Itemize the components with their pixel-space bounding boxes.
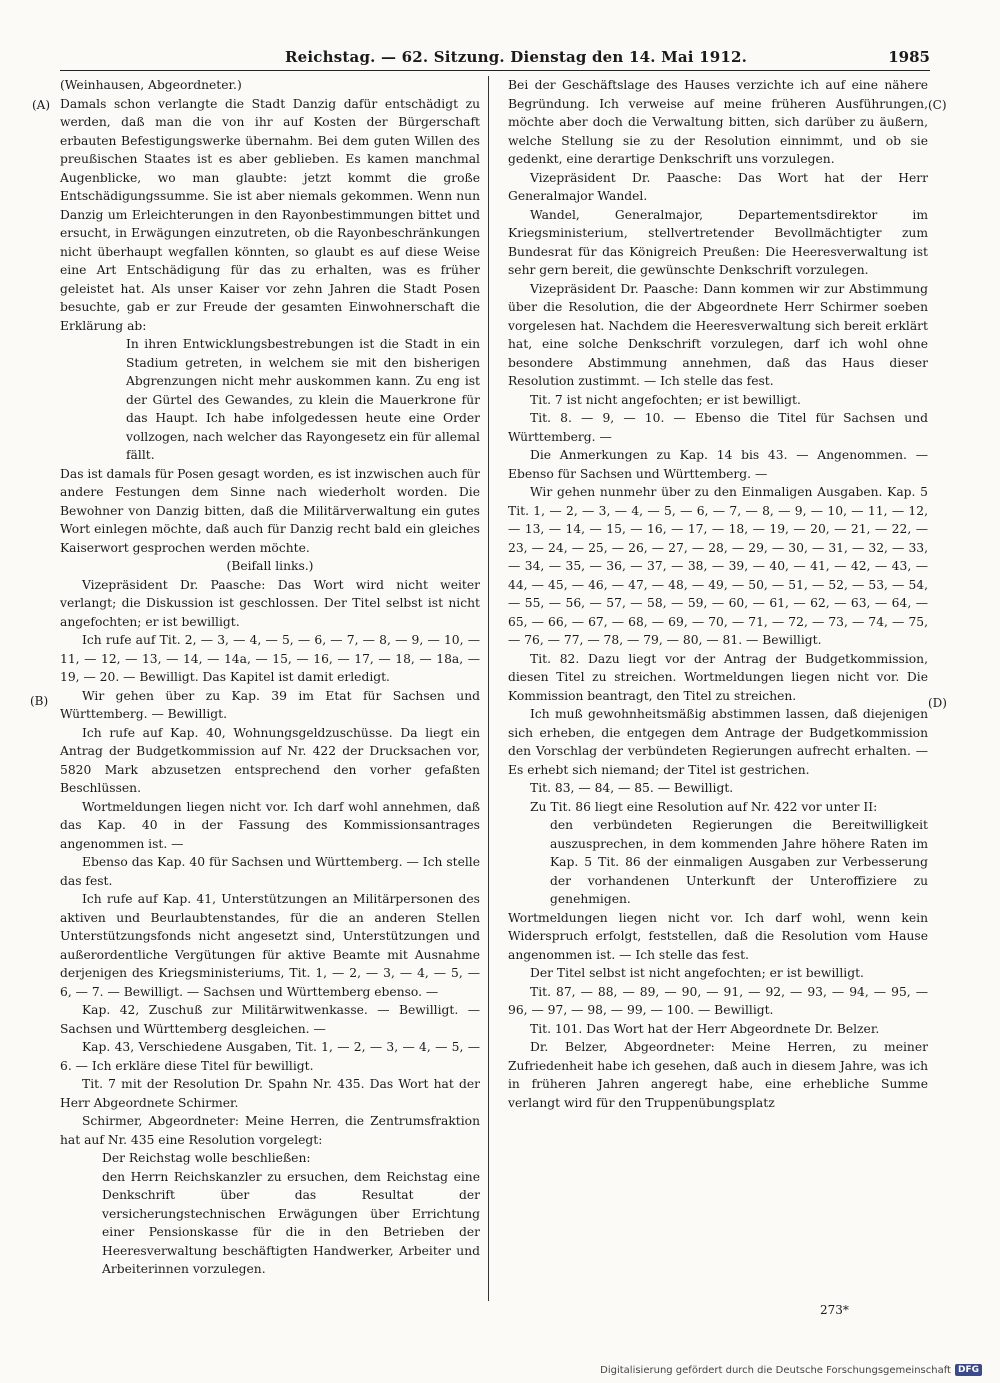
quotation: den Herrn Reichskanzler zu ersuchen, dem Reichstag eine Denkschrift über das Resultat der versicherungstechnischen Erwägungen über Errichtung einer Pensionskasse für die in den Betrieben der Heeresverwaltung beschäftigten Handwerker, Arbeiter und Arbeiterinnen vorzulegen.: [102, 1169, 480, 1276]
paragraph: Wortmeldungen liegen nicht vor. Ich darf wohl annehmen, daß das Kap. 40 in der Fassung des Kommissionsantrages angenommen ist. —: [60, 799, 480, 851]
quotation: In ihren Entwicklungsbestrebungen ist die Stadt in ein Stadium getreten, in welchem sie mit den bisherigen Abgrenzungen nicht mehr auskommen kann. Zu eng ist der Gürtel des Gewandes, zu klein die Mauerkrone für das Haupt. Ich habe infolgedessen heute eine Order vollzogen, nach welcher das Rayongesetz ein für allemal fällt.: [126, 337, 480, 462]
paragraph: Kap. 42, Zuschuß zur Militärwitwenkasse. — Bewilligt. — Sachsen und Württemberg desgleichen. —: [60, 1003, 480, 1036]
paragraph: Kap. 43, Verschiedene Ausgaben, Tit. 1, — 2, — 3, — 4, — 5, — 6. — Ich erkläre diese Titel für bewilligt.: [60, 1040, 480, 1073]
paragraph: Tit. 7 ist nicht angefochten; er ist bewilligt.: [530, 392, 801, 407]
paragraph: Ebenso das Kap. 40 für Sachsen und Württemberg. — Ich stelle das fest.: [60, 855, 480, 888]
margin-mark-b: (B): [30, 694, 49, 708]
quotation: Der Reichstag wolle beschließen:: [102, 1151, 311, 1165]
paragraph: Tit. 83, — 84, — 85. — Bewilligt.: [530, 781, 734, 795]
paragraph: Ich muß gewohnheitsmäßig abstimmen lassen, daß diejenigen sich erheben, die entgegen dem Antrage der Budgetkommission den Vorschlag der verbündeten Regierungen aufrecht erhalten. — Es erhebt sich niemand; der Titel ist gestrichen.: [508, 707, 928, 777]
paragraph: Das ist damals für Posen gesagt worden, es ist inzwischen auch für andere Festungen dem Sinne nach wiederholt worden. Die Bewohner von Danzig bitten, daß die Militärverwaltung ein gutes Wort einlegen möchte, daß auch für Danzig recht bald ein gleiches Kaiserwort gesprochen werden möchte.: [60, 466, 480, 555]
paragraph: Wir gehen nunmehr über zu den Einmaligen Ausgaben. Kap. 5 Tit. 1, — 2, — 3, — 4, — 5, — 6, — 7, — 8, — 9, — 10, — 11, — 12, — 13, — 14, — 15, — 16, — 17, — 18, — 19, — 20, — 21, — 22, — 23, — 24, — 25, — 26, — 27, — 28, — 29, — 30, — 31, — 32, — 33, — 34, — 35, — 36, — 37, — 38, — 39, — 40, — 41, — 42, — 43, — 44, — 45, — 46, — 47, — 48, — 49, — 50, — 51, — 52, — 53, — 54, — 55, — 56, — 57, — 58, — 59, — 60, — 61, — 62, — 63, — 64, — 65, — 66, — 67, — 68, — 69, — 70, — 71, — 72, — 73, — 74, — 75, — 76, — 77, — 78, — 79, — 80, — 81. — Bewilligt.: [508, 485, 928, 647]
paragraph: Die Anmerkungen zu Kap. 14 bis 43. — Angenommen. — Ebenso für Sachsen und Württemberg. —: [508, 448, 928, 481]
paragraph: Vizepräsident Dr. Paasche: Das Wort hat der Herr Generalmajor Wandel.: [508, 170, 928, 203]
document-page: [30, 0, 947, 1383]
paragraph: Ich rufe auf Tit. 2, — 3, — 4, — 5, — 6, — 7, — 8, — 9, — 10, — 11, — 12, — 13, — 14, — 14a, — 15, — 16, — 17, — 18, — 18a, — 19, — 20. — Bewilligt. Das Kapitel ist damit erledigt.: [60, 633, 480, 684]
paragraph: Damals schon verlangte die Stadt Danzig dafür entschädigt zu werden, daß man die von ihr auf Kosten der Bürgerschaft erbauten Befestigungswerke übernahm. Bei dem guten Willen des preußischen Staates ist es aber geblieben. Es kamen manchmal Augenblicke, wo man glaubte: jetzt kommt die große Entschädigungssumme. Sie ist aber niemals gekommen. Wenn nun Danzig um Erleichterungen in den Rayonbestimmungen bittet und ersucht, in Erwägungen einzutreten, ob die Rayonbeschränkungen nicht überhaupt wegfallen könnten, so glaubt es auf diese Weise eine Art Entschädigung für das zu erhalten, was es früher geleistet hat. Als unser Kaiser vor zehn Jahren die Stadt Posen besuchte, gab er zur Freude der gesamten Einwohnerschaft die Erklärung ab:: [60, 96, 480, 333]
paragraph: Bei der Geschäftslage des Hauses verzichte ich auf eine nähere Begründung. Ich verweise auf meine früheren Ausführungen, möchte aber doch die Verwaltung bitten, sich darüber zu äußern, welche Stellung sie zu der Resolution einnimmt, und ob sie gedenkt, eine derartige Denkschrift uns vorzulegen.: [508, 78, 928, 166]
paragraph: Dr. Belzer, Abgeordneter: Meine Herren, zu meiner Zufriedenheit habe ich gesehen, daß auch in diesem Jahre, was ich in früheren Jahren angeregt habe, eine erhebliche Summe verlangt wird für den Truppenübungsplatz: [508, 1040, 928, 1110]
left-column: [60, 76, 480, 1279]
column-divider: [488, 76, 489, 1301]
paragraph: Ich rufe auf Kap. 40, Wohnungsgeldzuschüsse. Da liegt ein Antrag der Budgetkommission auf Nr. 422 der Drucksachen vor, 5820 Mark abzusetzen entsprechend den vorher gefaßten Beschlüssen.: [60, 725, 480, 795]
paragraph: Tit. 87, — 88, — 89, — 90, — 91, — 92, — 93, — 94, — 95, — 96, — 97, — 98, — 99, — 100. — Bewilligt.: [508, 984, 928, 1017]
paragraph: Vizepräsident Dr. Paasche: Dann kommen wir zur Abstimmung über die Resolution, die der Abgeordnete Herr Schirmer soeben vorgelesen hat. Nachdem die Heeresverwaltung sich bereit erklärt hat, eine solche Denkschrift vorzulegen, darf ich wohl ohne besondere Abstimmung annehmen, daß das Haus dieser Resolution zustimmt. — Ich stelle das fest.: [508, 281, 928, 388]
margin-mark-a: (A): [32, 98, 51, 112]
page-header: [50, 46, 930, 68]
right-column: [508, 76, 928, 1112]
running-speaker: (Weinhausen, Abgeordneter.): [60, 78, 242, 92]
quotation: den verbündeten Regierungen die Bereitwilligkeit auszusprechen, in dem kommenden Jahre höhere Raten im Kap. 5 Tit. 86 der einmaligen Ausgaben zur Verbesserung der vorhandenen Unterkunft der Unteroffiziere zu genehmigen.: [550, 818, 928, 906]
footer: [600, 1364, 982, 1376]
page-title: Reichstag. — 62. Sitzung. Dienstag den 14. Mai 1912.: [285, 48, 748, 66]
page-number: 1985: [888, 48, 930, 66]
paragraph: Tit. 101. Das Wort hat der Herr Abgeordnete Dr. Belzer.: [530, 1021, 880, 1036]
paragraph: Wortmeldungen liegen nicht vor. Ich darf wohl, wenn kein Widerspruch erfolgt, feststellen, daß die Resolution vom Hause angenommen ist. — Ich stelle das fest.: [508, 910, 928, 962]
margin-mark-d: (D): [928, 696, 947, 710]
paragraph: Vizepräsident Dr. Paasche: Das Wort wird nicht weiter verlangt; die Diskussion ist geschlossen. Der Titel selbst ist nicht angefochten; er ist bewilligt.: [60, 577, 480, 629]
margin-mark-c: (C): [928, 98, 947, 112]
paragraph: Zu Tit. 86 liegt eine Resolution auf Nr. 422 vor unter II:: [530, 799, 878, 814]
paragraph: Schirmer, Abgeordneter: Meine Herren, die Zentrumsfraktion hat auf Nr. 435 eine Resolution vorgelegt:: [60, 1114, 480, 1147]
header-rule: [60, 70, 930, 71]
paragraph: Ich rufe auf Kap. 41, Unterstützungen an Militärpersonen des aktiven und Beurlaubtenstandes, für die an anderen Stellen Unterstützungsfonds nicht angesetzt sind, Unterstützungen und außerordentliche Vergütungen für aktive Beamte mit Ausnahme derjenigen des Kriegsministeriums, Tit. 1, — 2, — 3, — 4, — 5, — 6, — 7. — Bewilligt. — Sachsen und Württemberg ebenso. —: [60, 892, 480, 999]
sheet-signature: 273*: [820, 1303, 849, 1317]
footer-text: Digitalisierung gefördert durch die Deutsche Forschungsgemeinschaft: [600, 1364, 951, 1376]
paragraph: Tit. 82. Dazu liegt vor der Antrag der Budgetkommission, diesen Titel zu streichen. Wortmeldungen liegen nicht vor. Die Kommission beantragt, den Titel zu streichen.: [508, 651, 928, 703]
dfg-logo-icon: DFG: [955, 1364, 982, 1376]
paragraph: Tit. 7 mit der Resolution Dr. Spahn Nr. 435. Das Wort hat der Herr Abgeordnete Schirmer.: [60, 1077, 480, 1110]
paragraph: Wandel, Generalmajor, Departementsdirektor im Kriegsministerium, stellvertretender Bevollmächtigter zum Bundesrat für das Königreich Preußen: Die Heeresverwaltung ist sehr gern bereit, die gewünschte Denkschrift vorzulegen.: [508, 207, 928, 277]
applause-note: (Beifall links.): [226, 559, 314, 573]
paragraph: Wir gehen über zu Kap. 39 im Etat für Sachsen und Württemberg. — Bewilligt.: [60, 688, 480, 721]
paragraph: Der Titel selbst ist nicht angefochten; er ist bewilligt.: [530, 966, 864, 980]
paragraph: Tit. 8. — 9, — 10. — Ebenso die Titel für Sachsen und Württemberg. —: [508, 411, 928, 444]
